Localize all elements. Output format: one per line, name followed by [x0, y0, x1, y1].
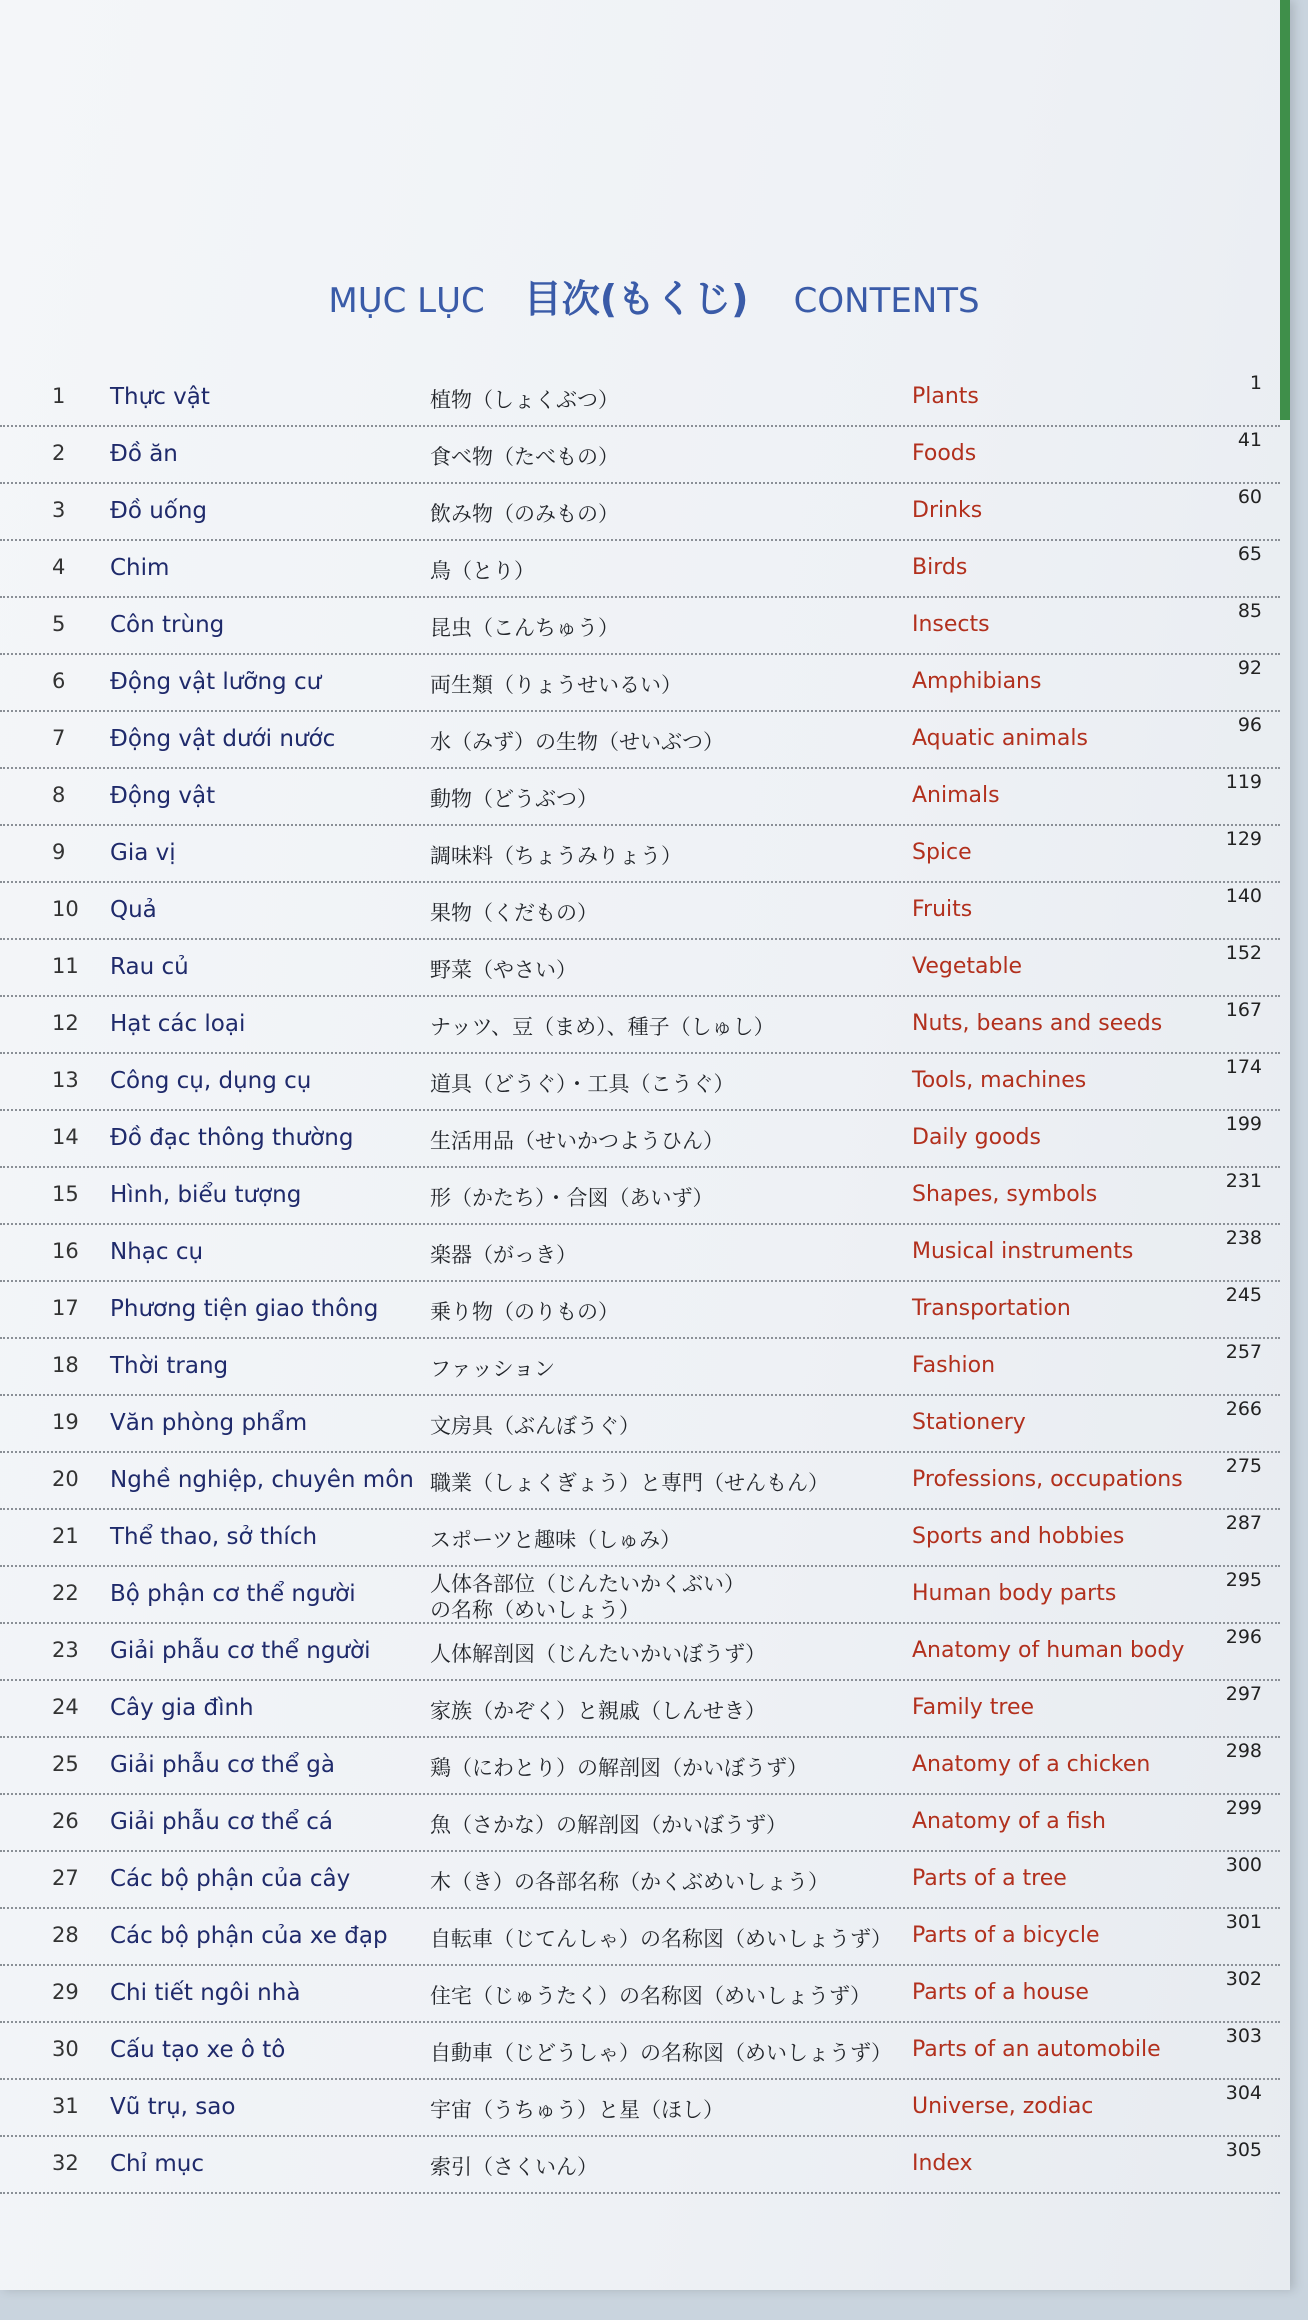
toc-title-japanese — [430, 1353, 555, 1383]
toc-title-japanese-line: 昆虫（こんちゅう） — [430, 616, 619, 640]
green-edge-strip — [1280, 0, 1290, 420]
toc-row — [0, 1282, 1280, 1339]
toc-title-japanese — [430, 555, 535, 585]
toc-page-number: 96 — [1237, 714, 1262, 736]
toc-page-number: 41 — [1237, 429, 1262, 451]
toc-title-japanese — [430, 840, 682, 870]
toc-title-vietnamese: Cấu tạo xe ô tô — [110, 2037, 286, 2063]
toc-page-number: 299 — [1225, 1797, 1262, 1819]
toc-number: 4 — [52, 555, 66, 579]
toc-row — [0, 1054, 1280, 1111]
toc-title-vietnamese: Các bộ phận của xe đạp — [110, 1923, 388, 1949]
toc-title-japanese-line: 生活用品（せいかつようひん） — [430, 1129, 724, 1153]
toc-row — [0, 769, 1280, 826]
toc-title-english: Professions, occupations — [912, 1467, 1183, 1492]
toc-title-english: Anatomy of human body — [912, 1638, 1185, 1663]
toc-title-vietnamese: Đồ ăn — [110, 441, 178, 467]
toc-title-english: Sports and hobbies — [912, 1524, 1125, 1549]
toc-title-japanese — [430, 612, 619, 642]
toc-title-vietnamese: Động vật — [110, 783, 216, 809]
toc-row — [0, 2023, 1280, 2080]
toc-number: 19 — [52, 1410, 79, 1434]
toc-title-japanese-line: 文房具（ぶんぼうぐ） — [430, 1414, 640, 1438]
toc-number: 7 — [52, 726, 66, 750]
toc-row — [0, 1909, 1280, 1966]
toc-title-vietnamese: Các bộ phận của cây — [110, 1866, 351, 1892]
toc-title-japanese — [430, 1182, 714, 1212]
toc-title-japanese — [430, 1638, 766, 1668]
toc-title-english: Anatomy of a chicken — [912, 1752, 1151, 1777]
toc-title-japanese-line: 飲み物（のみもの） — [430, 502, 619, 526]
toc-title-japanese — [430, 1923, 892, 1953]
toc-title-english: Birds — [912, 555, 968, 580]
toc-row — [0, 370, 1280, 427]
toc-title-vietnamese: Nhạc cụ — [110, 1239, 204, 1265]
toc-page-number: 65 — [1237, 543, 1262, 565]
toc-title-vietnamese: Công cụ, dụng cụ — [110, 1068, 312, 1094]
toc-title-japanese — [430, 1571, 745, 1623]
page-title — [0, 268, 1308, 323]
title-japanese: 目次(もくじ) — [523, 277, 749, 321]
toc-title-english: Animals — [912, 783, 1000, 808]
toc-row — [0, 712, 1280, 769]
toc-row — [0, 997, 1280, 1054]
toc-title-english: Musical instruments — [912, 1239, 1134, 1264]
toc-title-english: Fashion — [912, 1353, 996, 1378]
toc-title-english: Transportation — [912, 1296, 1071, 1321]
toc-number: 11 — [52, 954, 79, 978]
toc-title-japanese-line: スポーツと趣味（しゅみ） — [430, 1528, 682, 1552]
toc-title-japanese — [430, 1695, 766, 1725]
toc-title-japanese — [430, 441, 619, 471]
toc-title-japanese-line: 索引（さくいん） — [430, 2155, 598, 2179]
toc-row — [0, 1681, 1280, 1738]
toc-title-japanese-line: 魚（さかな）の解剖図（かいぼうず） — [430, 1813, 787, 1837]
toc-row — [0, 1738, 1280, 1795]
toc-title-english: Foods — [912, 441, 977, 466]
toc-title-english: Drinks — [912, 498, 983, 523]
toc-title-vietnamese: Gia vị — [110, 840, 176, 866]
toc-title-vietnamese: Thực vật — [110, 384, 210, 410]
toc-number: 6 — [52, 669, 66, 693]
toc-title-english: Index — [912, 2151, 973, 2176]
toc-title-japanese — [430, 726, 724, 756]
toc-title-japanese — [430, 1125, 724, 1155]
toc-page-number: 152 — [1225, 942, 1262, 964]
toc-title-vietnamese: Thời trang — [110, 1353, 229, 1379]
toc-title-vietnamese: Giải phẫu cơ thể người — [110, 1638, 371, 1664]
toc-title-japanese — [430, 954, 577, 984]
toc-number: 27 — [52, 1866, 79, 1890]
toc-number: 31 — [52, 2094, 79, 2118]
toc-number: 2 — [52, 441, 66, 465]
toc-page-number: 300 — [1225, 1854, 1262, 1876]
toc-title-japanese — [430, 897, 598, 927]
toc-title-english: Parts of a bicycle — [912, 1923, 1100, 1948]
toc-title-japanese — [430, 2037, 892, 2067]
toc-row — [0, 2137, 1280, 2194]
toc-title-vietnamese: Giải phẫu cơ thể gà — [110, 1752, 335, 1778]
toc-title-english: Human body parts — [912, 1581, 1117, 1606]
toc-row — [0, 1567, 1280, 1624]
toc-title-japanese — [430, 669, 682, 699]
toc-page-number: 140 — [1225, 885, 1262, 907]
toc-row — [0, 1168, 1280, 1225]
toc-title-japanese — [430, 1467, 829, 1497]
toc-number: 8 — [52, 783, 66, 807]
toc-page-number: 129 — [1225, 828, 1262, 850]
toc-number: 5 — [52, 612, 66, 636]
toc-page-number: 238 — [1225, 1227, 1262, 1249]
toc-page-number: 119 — [1225, 771, 1262, 793]
toc-page-number: 305 — [1225, 2139, 1262, 2161]
toc-number: 16 — [52, 1239, 79, 1263]
toc-title-english: Daily goods — [912, 1125, 1041, 1150]
toc-page-number: 275 — [1225, 1455, 1262, 1477]
toc-title-japanese-line: 植物（しょくぶつ） — [430, 388, 619, 412]
toc-title-english: Family tree — [912, 1695, 1035, 1720]
toc-row — [0, 1624, 1280, 1681]
toc-number: 15 — [52, 1182, 79, 1206]
toc-title-vietnamese: Côn trùng — [110, 612, 225, 638]
toc-number: 1 — [52, 384, 66, 408]
toc-row — [0, 1339, 1280, 1396]
toc-title-japanese-line: 家族（かぞく）と親戚（しんせき） — [430, 1699, 766, 1723]
toc-page-number: 167 — [1225, 999, 1262, 1021]
toc-title-vietnamese: Rau củ — [110, 954, 189, 980]
toc-title-japanese-line: 職業（しょくぎょう）と専門（せんもん） — [430, 1471, 829, 1495]
toc-title-japanese-line: 乗り物（のりもの） — [430, 1300, 619, 1324]
toc-title-english: Fruits — [912, 897, 973, 922]
toc-row — [0, 826, 1280, 883]
toc-title-japanese — [430, 783, 598, 813]
toc-row — [0, 940, 1280, 997]
toc-title-english: Shapes, symbols — [912, 1182, 1098, 1207]
toc-number: 18 — [52, 1353, 79, 1377]
toc-title-english: Nuts, beans and seeds — [912, 1011, 1163, 1036]
toc-title-vietnamese: Quả — [110, 897, 157, 923]
toc-title-japanese-line: 人体各部位（じんたいかくぶい） — [430, 1572, 745, 1596]
toc-page-number: 1 — [1249, 372, 1262, 394]
toc-row — [0, 2080, 1280, 2137]
toc-page-number: 266 — [1225, 1398, 1262, 1420]
toc-number: 30 — [52, 2037, 79, 2061]
toc-title-vietnamese: Động vật dưới nước — [110, 726, 336, 752]
toc-title-vietnamese: Động vật lưỡng cư — [110, 669, 322, 695]
toc-title-english: Anatomy of a fish — [912, 1809, 1106, 1834]
toc-title-english: Tools, machines — [912, 1068, 1087, 1093]
toc-title-english: Stationery — [912, 1410, 1026, 1435]
toc-page-number: 60 — [1237, 486, 1262, 508]
toc-page-number: 296 — [1225, 1626, 1262, 1648]
toc-title-english: Parts of a tree — [912, 1866, 1067, 1891]
toc-number: 13 — [52, 1068, 79, 1092]
toc-row — [0, 541, 1280, 598]
toc-number: 24 — [52, 1695, 79, 1719]
toc-title-english: Vegetable — [912, 954, 1023, 979]
toc-title-japanese-line: 野菜（やさい） — [430, 958, 577, 982]
toc-number: 3 — [52, 498, 66, 522]
toc-row — [0, 655, 1280, 712]
toc-page-number: 199 — [1225, 1113, 1262, 1135]
toc-title-vietnamese: Cây gia đình — [110, 1695, 254, 1721]
toc-title-vietnamese: Chim — [110, 555, 170, 581]
toc-title-japanese-line: 水（みず）の生物（せいぶつ） — [430, 730, 724, 754]
toc-title-vietnamese: Bộ phận cơ thể người — [110, 1581, 356, 1607]
toc-title-japanese-line: 調味料（ちょうみりょう） — [430, 844, 682, 868]
toc-row — [0, 1966, 1280, 2023]
toc-title-japanese-line: 両生類（りょうせいるい） — [430, 673, 682, 697]
toc-title-vietnamese: Hình, biểu tượng — [110, 1182, 302, 1208]
toc-title-english: Universe, zodiac — [912, 2094, 1094, 2119]
toc-page-number: 245 — [1225, 1284, 1262, 1306]
toc-title-vietnamese: Văn phòng phẩm — [110, 1410, 308, 1436]
toc-title-japanese-line: 動物（どうぶつ） — [430, 787, 598, 811]
toc-title-english: Spice — [912, 840, 972, 865]
toc-row — [0, 1111, 1280, 1168]
toc-title-vietnamese: Chỉ mục — [110, 2151, 204, 2177]
toc-title-japanese-line: の名称（めいしょう） — [430, 1598, 640, 1622]
toc-page-number: 287 — [1225, 1512, 1262, 1534]
toc-title-vietnamese: Thể thao, sở thích — [110, 1524, 318, 1550]
toc-title-vietnamese: Giải phẫu cơ thể cá — [110, 1809, 333, 1835]
toc-page-number: 304 — [1225, 2082, 1262, 2104]
toc-page-number: 302 — [1225, 1968, 1262, 1990]
toc-page-number: 231 — [1225, 1170, 1262, 1192]
toc-title-vietnamese: Hạt các loại — [110, 1011, 246, 1037]
toc-title-vietnamese: Chi tiết ngôi nhà — [110, 1980, 301, 2006]
toc-title-english: Parts of a house — [912, 1980, 1089, 2005]
toc-title-japanese-line: 自動車（じどうしゃ）の名称図（めいしょうず） — [430, 2041, 892, 2065]
toc-title-vietnamese: Đồ uống — [110, 498, 208, 524]
toc-title-japanese-line: 宇宙（うちゅう）と星（ほし） — [430, 2098, 724, 2122]
toc-page-number: 301 — [1225, 1911, 1262, 1933]
toc-row — [0, 883, 1280, 940]
toc-title-vietnamese: Đồ đạc thông thường — [110, 1125, 354, 1151]
toc-title-japanese — [430, 1239, 577, 1269]
toc-title-english: Plants — [912, 384, 979, 409]
toc-row — [0, 1795, 1280, 1852]
toc-page-number: 298 — [1225, 1740, 1262, 1762]
toc-title-japanese — [430, 1866, 829, 1896]
toc-row — [0, 598, 1280, 655]
toc-title-japanese — [430, 1524, 681, 1554]
toc-title-japanese — [430, 1410, 640, 1440]
toc-title-japanese-line: 木（き）の各部名称（かくぶめいしょう） — [430, 1870, 829, 1894]
toc-title-japanese — [430, 2094, 724, 2124]
table-of-contents — [0, 370, 1308, 2194]
toc-title-english: Aquatic animals — [912, 726, 1088, 751]
toc-title-vietnamese: Phương tiện giao thông — [110, 1296, 379, 1322]
toc-title-japanese — [430, 1752, 808, 1782]
title-vietnamese: MỤC LỤC — [328, 281, 485, 321]
toc-title-japanese-line: 食べ物（たべもの） — [430, 445, 619, 469]
toc-title-japanese — [430, 1068, 735, 1098]
toc-number: 12 — [52, 1011, 79, 1035]
toc-page-number: 297 — [1225, 1683, 1262, 1705]
toc-page-number: 257 — [1225, 1341, 1262, 1363]
toc-number: 32 — [52, 2151, 79, 2175]
toc-title-english: Amphibians — [912, 669, 1042, 694]
toc-title-japanese-line: 鳥（とり） — [430, 559, 535, 583]
toc-number: 10 — [52, 897, 79, 921]
toc-title-japanese-line: 自転車（じてんしゃ）の名称図（めいしょうず） — [430, 1927, 892, 1951]
toc-number: 21 — [52, 1524, 79, 1548]
toc-title-english: Parts of an automobile — [912, 2037, 1161, 2062]
toc-title-japanese — [430, 1809, 787, 1839]
toc-number: 23 — [52, 1638, 79, 1662]
toc-number: 17 — [52, 1296, 79, 1320]
toc-title-english: Insects — [912, 612, 990, 637]
toc-title-japanese — [430, 1296, 619, 1326]
toc-number: 14 — [52, 1125, 79, 1149]
toc-title-japanese-line: 鶏（にわとり）の解剖図（かいぼうず） — [430, 1756, 808, 1780]
toc-title-japanese-line: ファッション — [430, 1357, 556, 1381]
toc-page-number: 295 — [1225, 1569, 1262, 1591]
toc-title-japanese-line: 道具（どうぐ）・工具（こうぐ） — [430, 1072, 735, 1096]
toc-row — [0, 1510, 1280, 1567]
toc-number: 26 — [52, 1809, 79, 1833]
toc-title-japanese-line: 形（かたち）・合図（あいず） — [430, 1186, 714, 1210]
toc-row — [0, 1453, 1280, 1510]
toc-title-vietnamese: Vũ trụ, sao — [110, 2094, 236, 2120]
toc-number: 20 — [52, 1467, 79, 1491]
toc-title-japanese-line: 人体解剖図（じんたいかいぼうず） — [430, 1642, 766, 1666]
toc-title-japanese — [430, 498, 619, 528]
toc-page-number: 174 — [1225, 1056, 1262, 1078]
toc-number: 28 — [52, 1923, 79, 1947]
toc-row — [0, 484, 1280, 541]
title-english: CONTENTS — [793, 281, 980, 321]
toc-page-number: 92 — [1237, 657, 1262, 679]
toc-title-japanese-line: 住宅（じゅうたく）の名称図（めいしょうず） — [430, 1984, 871, 2008]
toc-row — [0, 1396, 1280, 1453]
toc-title-japanese — [430, 384, 619, 414]
toc-page-number: 85 — [1237, 600, 1262, 622]
toc-number: 9 — [52, 840, 66, 864]
toc-row — [0, 427, 1280, 484]
toc-title-japanese-line: 果物（くだもの） — [430, 901, 598, 925]
toc-number: 25 — [52, 1752, 79, 1776]
toc-number: 29 — [52, 1980, 79, 2004]
toc-title-vietnamese: Nghề nghiệp, chuyên môn — [110, 1467, 414, 1493]
toc-title-japanese — [430, 1980, 871, 2010]
toc-number: 22 — [52, 1581, 79, 1605]
toc-title-japanese-line: ナッツ、豆（まめ）、種子（しゅし） — [430, 1015, 775, 1039]
toc-row — [0, 1225, 1280, 1282]
toc-title-japanese — [430, 2151, 598, 2181]
toc-row — [0, 1852, 1280, 1909]
toc-page-number: 303 — [1225, 2025, 1262, 2047]
toc-title-japanese — [430, 1011, 775, 1041]
toc-title-japanese-line: 楽器（がっき） — [430, 1243, 577, 1267]
